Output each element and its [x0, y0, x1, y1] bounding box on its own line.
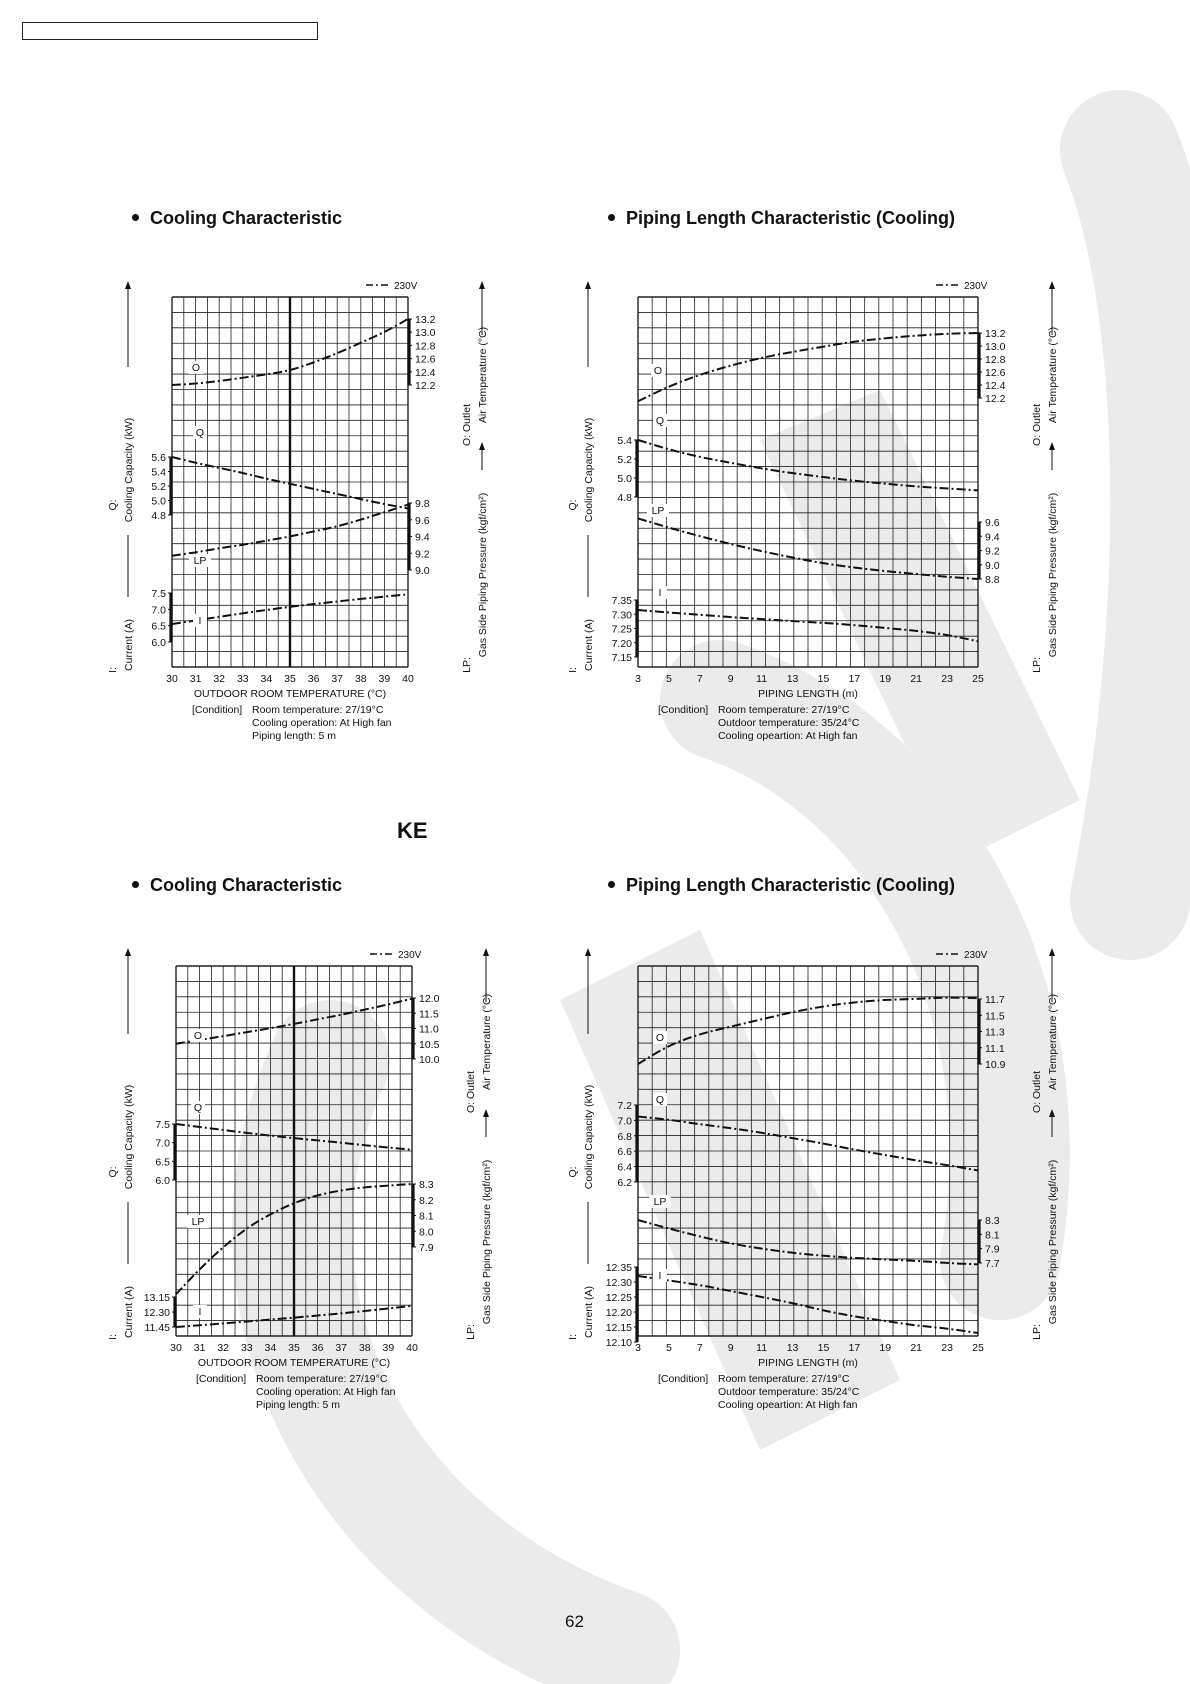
x-tick-label: 31 [193, 1342, 206, 1354]
y-tick-label: 5.6 [151, 452, 166, 464]
x-tick-label: 7 [696, 673, 703, 685]
condition-label: [Condition] [658, 704, 709, 716]
right-axis-label-pressure: Gas Side Piping Pressure (kgf/cm²) [481, 1159, 493, 1325]
series-label-q: Q [195, 427, 205, 439]
condition-text: Cooling opeartion: At High fan [718, 730, 858, 742]
y-tick-label: 9.2 [985, 545, 1000, 558]
y-tick-label: 5.0 [151, 495, 166, 508]
y-tick-label: 7.0 [151, 604, 166, 617]
x-tick-label: 25 [972, 1342, 984, 1354]
x-tick-label: 37 [335, 1342, 348, 1354]
y-tick-label: 8.0 [419, 1226, 434, 1239]
series-label-i: I [198, 1306, 202, 1318]
x-tick-label: 30 [166, 673, 178, 685]
left-axis-label-current: Current (A) [583, 619, 595, 671]
right-axis-label-air-temperature: Air Temperature (°C) [1047, 993, 1059, 1091]
arrow-up-icon [585, 948, 591, 956]
series-label-lp: LP [653, 1196, 667, 1208]
series-label-i: I [198, 615, 202, 627]
y-tick-label: 7.0 [617, 1115, 632, 1128]
right-axis-label-pressure: Gas Side Piping Pressure (kgf/cm²) [1047, 1159, 1059, 1325]
y-tick-label: 11.1 [985, 1042, 1005, 1055]
legend-label: 230V [394, 281, 418, 292]
x-tick-label: 19 [879, 673, 892, 685]
series-label-o: O [193, 1030, 203, 1042]
x-tick-label: 33 [240, 1342, 253, 1354]
condition-text: Room temperature: 27/19°C [718, 1373, 850, 1385]
series-label-q: Q [655, 1094, 665, 1106]
x-tick-label: 39 [378, 673, 391, 685]
y-tick-label: 9.0 [415, 565, 430, 577]
chart-cooling-characteristic-ke [108, 942, 548, 1422]
y-tick-label: 12.2 [415, 380, 436, 392]
y-tick-label: 9.2 [415, 548, 430, 561]
x-tick-label: 21 [910, 673, 923, 685]
series-label-i: I [658, 587, 662, 599]
left-axis-code-q: Q: [107, 499, 119, 511]
y-tick-label: 7.9 [985, 1243, 1000, 1256]
y-tick-label: 12.35 [605, 1262, 632, 1274]
y-tick-label: 9.4 [985, 531, 1000, 544]
x-tick-label: 23 [941, 673, 953, 685]
condition-label: [Condition] [658, 1373, 709, 1385]
series-label-lp: LP [193, 555, 207, 567]
x-tick-label: 25 [972, 673, 984, 685]
x-tick-label: 19 [879, 1342, 892, 1354]
left-axis-code-q: Q: [567, 1166, 579, 1178]
x-tick-label: 7 [696, 1342, 703, 1354]
condition-text: Room temperature: 27/19°C [718, 704, 850, 716]
x-tick-label: 15 [817, 673, 830, 685]
section-title-piping-length: Piping Length Characteristic (Cooling) [608, 208, 955, 229]
arrow-up-icon [479, 281, 485, 289]
x-axis-label: OUTDOOR ROOM TEMPERATURE (°C) [193, 688, 387, 700]
y-tick-label: 12.15 [605, 1322, 632, 1334]
y-tick-label: 10.9 [985, 1059, 1006, 1071]
x-axis-label: PIPING LENGTH (m) [758, 688, 858, 700]
y-tick-label: 12.30 [605, 1277, 632, 1289]
series-label-q: Q [193, 1102, 203, 1114]
x-tick-label: 39 [382, 1342, 395, 1354]
right-axis-code-o: O: Outlet [1031, 1070, 1043, 1114]
x-tick-label: 38 [358, 1342, 371, 1354]
left-axis-label-capacity: Cooling Capacity (kW) [123, 417, 135, 523]
y-tick-label: 6.0 [155, 1175, 170, 1187]
condition-label: [Condition] [192, 704, 243, 716]
right-axis-label-air-temperature: Air Temperature (°C) [481, 993, 493, 1091]
y-tick-label: 5.2 [151, 481, 166, 493]
y-tick-label: 9.6 [415, 514, 430, 527]
x-tick-label: 9 [727, 1342, 734, 1354]
y-tick-label: 10.5 [419, 1038, 440, 1051]
y-tick-label: 13.2 [985, 328, 1006, 340]
series-label-i: I [658, 1270, 662, 1282]
y-tick-label: 7.5 [151, 588, 166, 600]
y-tick-label: 13.0 [415, 327, 436, 340]
right-axis-label-pressure: Gas Side Piping Pressure (kgf/cm²) [477, 492, 489, 658]
arrow-up-icon [483, 1109, 489, 1117]
y-tick-label: 12.4 [985, 380, 1006, 392]
x-tick-label: 32 [217, 1342, 230, 1354]
x-tick-label: 3 [635, 673, 641, 685]
y-tick-label: 6.0 [151, 637, 166, 649]
y-tick-label: 9.0 [985, 559, 1000, 572]
left-axis-label-current: Current (A) [583, 1286, 595, 1338]
y-tick-label: 7.2 [617, 1100, 632, 1112]
x-tick-label: 11 [756, 1342, 768, 1354]
bullet-icon [132, 881, 139, 888]
page-number: 62 [565, 1612, 584, 1631]
left-axis-code-i: I: [107, 1334, 119, 1340]
x-tick-label: 17 [848, 1342, 861, 1354]
x-tick-label: 40 [402, 673, 414, 685]
y-tick-label: 7.30 [611, 609, 632, 622]
x-tick-label: 31 [189, 673, 202, 685]
model-label-ke: KE [397, 818, 428, 843]
y-tick-label: 12.4 [415, 366, 436, 379]
y-tick-label: 7.7 [985, 1258, 1000, 1270]
y-tick-label: 12.25 [605, 1292, 632, 1304]
x-tick-label: 5 [665, 1342, 672, 1354]
right-axis-label-pressure: Gas Side Piping Pressure (kgf/cm²) [1047, 492, 1059, 658]
right-axis-code-lp: LP: [1031, 1324, 1043, 1340]
y-tick-label: 12.2 [985, 393, 1006, 405]
y-tick-label: 8.3 [985, 1215, 1000, 1227]
arrow-up-icon [125, 281, 131, 289]
condition-text: Cooling operation: At High fan [252, 717, 392, 729]
y-tick-label: 7.9 [419, 1242, 434, 1254]
y-tick-label: 5.4 [151, 466, 166, 479]
arrow-up-icon [125, 948, 131, 956]
y-tick-label: 11.5 [985, 1010, 1005, 1023]
y-tick-label: 5.0 [617, 473, 632, 485]
y-tick-label: 7.20 [611, 637, 632, 650]
left-axis-code-i: I: [567, 667, 579, 673]
y-tick-label: 8.1 [419, 1210, 434, 1223]
arrow-up-icon [483, 948, 489, 956]
condition-text: Room temperature: 27/19°C [252, 704, 384, 716]
y-tick-label: 12.10 [605, 1337, 632, 1349]
y-tick-label: 9.8 [415, 498, 430, 510]
condition-text: Piping length: 5 m [256, 1399, 341, 1411]
condition-text: Room temperature: 27/19°C [256, 1373, 388, 1385]
y-tick-label: 9.4 [415, 531, 430, 544]
y-tick-label: 9.6 [985, 517, 1000, 529]
legend-label: 230V [964, 950, 988, 961]
right-axis-code-o: O: Outlet [1031, 403, 1043, 447]
right-axis-label-air-temperature: Air Temperature (°C) [477, 326, 489, 424]
y-tick-label: 12.6 [985, 367, 1006, 379]
bullet-icon [608, 881, 615, 888]
right-axis-code-lp: LP: [1031, 657, 1043, 673]
y-tick-label: 6.2 [617, 1177, 632, 1189]
x-tick-label: 35 [284, 673, 296, 685]
x-axis-label: PIPING LENGTH (m) [758, 1357, 858, 1369]
y-tick-label: 6.5 [155, 1156, 170, 1169]
condition-text: Outdoor temperature: 35/24°C [718, 1386, 860, 1398]
y-tick-label: 6.6 [617, 1146, 632, 1159]
y-tick-label: 7.15 [611, 652, 632, 664]
x-tick-label: 5 [665, 673, 672, 685]
bullet-icon [132, 214, 139, 221]
x-tick-label: 35 [288, 1342, 300, 1354]
y-tick-label: 7.5 [155, 1119, 170, 1131]
y-tick-label: 4.8 [617, 492, 632, 504]
y-tick-label: 5.2 [617, 454, 632, 466]
bullet-icon [608, 214, 615, 221]
condition-text: Cooling opeartion: At High fan [718, 1399, 858, 1411]
y-tick-label: 6.8 [617, 1130, 632, 1143]
x-tick-label: 11 [756, 673, 768, 685]
y-tick-label: 8.8 [985, 574, 1000, 586]
y-tick-label: 10.0 [419, 1054, 440, 1066]
left-axis-code-i: I: [567, 1334, 579, 1340]
left-axis-code-q: Q: [107, 1166, 119, 1178]
y-tick-label: 12.8 [985, 354, 1006, 366]
x-tick-label: 38 [354, 673, 367, 685]
chart-cooling-characteristic [108, 275, 548, 755]
y-tick-label: 8.1 [985, 1229, 1000, 1242]
section-title-cooling-characteristic-ke: Cooling Characteristic [132, 875, 342, 896]
x-axis-label: OUTDOOR ROOM TEMPERATURE (°C) [197, 1357, 391, 1369]
y-tick-label: 6.5 [151, 620, 166, 633]
header-box [22, 22, 318, 40]
x-tick-label: 34 [260, 673, 273, 685]
y-tick-label: 11.45 [144, 1322, 170, 1334]
series-label-lp: LP [191, 1216, 205, 1228]
y-tick-label: 12.20 [605, 1307, 632, 1319]
section-title-piping-length-ke: Piping Length Characteristic (Cooling) [608, 875, 955, 896]
y-tick-label: 7.25 [611, 623, 632, 636]
y-tick-label: 4.8 [151, 510, 166, 522]
y-tick-label: 13.15 [143, 1292, 170, 1304]
condition-text: Piping length: 5 m [252, 730, 337, 742]
legend-label: 230V [398, 950, 422, 961]
x-tick-label: 13 [786, 673, 799, 685]
left-axis-label-capacity: Cooling Capacity (kW) [583, 417, 595, 523]
section-title-cooling-characteristic: Cooling Characteristic [132, 208, 342, 229]
left-axis-label-capacity: Cooling Capacity (kW) [123, 1084, 135, 1190]
x-tick-label: 37 [331, 673, 344, 685]
y-tick-label: 11.3 [985, 1026, 1005, 1039]
series-label-o: O [653, 365, 663, 377]
right-axis-code-o: O: Outlet [465, 1070, 477, 1114]
arrow-up-icon [479, 442, 485, 450]
y-tick-label: 11.7 [985, 994, 1005, 1006]
y-tick-label: 12.0 [419, 993, 440, 1005]
x-tick-label: 17 [848, 673, 861, 685]
y-tick-label: 6.4 [617, 1161, 632, 1174]
left-axis-label-current: Current (A) [123, 619, 135, 671]
y-tick-label: 11.0 [419, 1023, 439, 1036]
left-axis-code-q: Q: [567, 499, 579, 511]
x-tick-label: 34 [264, 1342, 277, 1354]
series-label-o: O [655, 1032, 665, 1044]
legend-label: 230V [964, 281, 988, 292]
y-tick-label: 11.5 [419, 1008, 439, 1021]
chart-piping-length-ke [567, 942, 1059, 1422]
series-label-o: O [191, 362, 201, 374]
right-axis-code-lp: LP: [465, 1324, 477, 1340]
y-tick-label: 5.4 [617, 435, 632, 447]
chart-piping-length [567, 275, 1059, 755]
y-tick-label: 7.0 [155, 1137, 170, 1150]
arrow-up-icon [585, 281, 591, 289]
y-tick-label: 13.2 [415, 314, 436, 326]
x-tick-label: 40 [406, 1342, 418, 1354]
left-axis-code-i: I: [107, 667, 119, 673]
x-tick-label: 36 [311, 1342, 324, 1354]
right-axis-code-o: O: Outlet [461, 403, 473, 447]
right-axis-code-lp: LP: [461, 657, 473, 673]
y-tick-label: 8.3 [419, 1179, 434, 1191]
x-tick-label: 21 [910, 1342, 923, 1354]
condition-text: Outdoor temperature: 35/24°C [718, 717, 860, 729]
y-tick-label: 12.6 [415, 353, 436, 366]
y-tick-label: 8.2 [419, 1194, 434, 1207]
x-tick-label: 15 [817, 1342, 830, 1354]
x-tick-label: 9 [727, 673, 734, 685]
y-tick-label: 13.0 [985, 341, 1006, 353]
left-axis-label-current: Current (A) [123, 1286, 135, 1338]
y-tick-label: 12.8 [415, 340, 436, 353]
x-tick-label: 23 [941, 1342, 953, 1354]
series-label-q: Q [655, 415, 665, 427]
x-tick-label: 3 [635, 1342, 641, 1354]
x-tick-label: 32 [213, 673, 226, 685]
y-tick-label: 7.35 [611, 595, 632, 607]
x-tick-label: 13 [786, 1342, 799, 1354]
right-axis-label-air-temperature: Air Temperature (°C) [1047, 326, 1059, 424]
left-axis-label-capacity: Cooling Capacity (kW) [583, 1084, 595, 1190]
x-tick-label: 36 [307, 673, 320, 685]
x-tick-label: 33 [236, 673, 249, 685]
series-label-lp: LP [651, 505, 665, 517]
x-tick-label: 30 [170, 1342, 182, 1354]
y-tick-label: 12.30 [143, 1307, 170, 1319]
condition-text: Cooling operation: At High fan [256, 1386, 396, 1398]
condition-label: [Condition] [196, 1373, 247, 1385]
